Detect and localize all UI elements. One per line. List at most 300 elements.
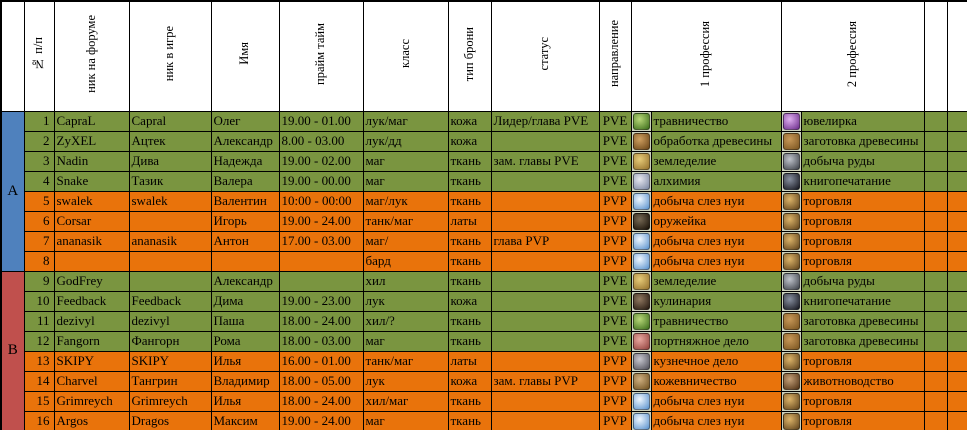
cell-name[interactable]: Рома: [211, 331, 279, 351]
table-row: [1, 391, 967, 411]
header-game-nick-label: ник в игре: [162, 26, 177, 82]
cell-prime-time[interactable]: 18.00 - 03.00: [279, 331, 363, 351]
header-status-label: статус: [537, 37, 552, 71]
profession-1-icon-cell[interactable]: [631, 351, 651, 371]
cell-armor-type[interactable]: латы: [448, 211, 491, 231]
cell-direction[interactable]: PVE: [599, 291, 631, 311]
cell-forum-nick[interactable]: ZyXEL: [54, 131, 129, 151]
cell-profession-1[interactable]: земледелие: [651, 271, 781, 291]
cell-forum-nick[interactable]: GodFrey: [54, 271, 129, 291]
header-profession-2-label: 2 профессия: [844, 20, 859, 87]
cell-empty-1[interactable]: [924, 311, 947, 331]
cell-direction[interactable]: PVE: [599, 151, 631, 171]
header-profession-2[interactable]: [781, 1, 924, 111]
nui-tears-icon: [633, 393, 650, 410]
cell-direction[interactable]: PVE: [599, 311, 631, 331]
cell-class[interactable]: лук/дд: [363, 131, 448, 151]
table-body: [1, 111, 967, 430]
group-b-cell[interactable]: B: [1, 271, 24, 430]
cell-name[interactable]: Александр: [211, 131, 279, 151]
header-profession-1-label: 1 профессия: [698, 20, 713, 87]
cell-empty-2[interactable]: [947, 331, 967, 351]
cell-direction[interactable]: PVE: [599, 171, 631, 191]
cell-forum-nick[interactable]: Fangorn: [54, 331, 129, 351]
cell-class[interactable]: лук/маг: [363, 111, 448, 131]
printing-icon: [783, 173, 800, 190]
cell-empty-1[interactable]: [924, 331, 947, 351]
cell-armor-type[interactable]: кожа: [448, 291, 491, 311]
cell-name[interactable]: Дима: [211, 291, 279, 311]
alchemy-icon: [633, 173, 650, 190]
cell-prime-time[interactable]: 18.00 - 05.00: [279, 371, 363, 391]
cell-class[interactable]: маг: [363, 171, 448, 191]
cell-name[interactable]: Надежда: [211, 151, 279, 171]
cell-name[interactable]: Илья: [211, 391, 279, 411]
cell-name[interactable]: Максим: [211, 411, 279, 430]
cell-status[interactable]: [491, 411, 599, 430]
cell-class[interactable]: хил: [363, 271, 448, 291]
cell-name[interactable]: Паша: [211, 311, 279, 331]
cell-profession-1[interactable]: земледелие: [651, 151, 781, 171]
cell-direction[interactable]: PVE: [599, 331, 631, 351]
cell-direction[interactable]: PVP: [599, 351, 631, 371]
profession-1-icon-cell[interactable]: [631, 311, 651, 331]
table-row: [1, 291, 967, 311]
table-row: [1, 351, 967, 371]
cell-game-nick[interactable]: Ацтек: [129, 131, 211, 151]
cell-prime-time[interactable]: 19.00 - 00.00: [279, 171, 363, 191]
cell-empty-1[interactable]: [924, 191, 947, 211]
cell-armor-type[interactable]: ткань: [448, 331, 491, 351]
cell-empty-1[interactable]: [924, 371, 947, 391]
cell-name[interactable]: Валера: [211, 171, 279, 191]
cell-empty-2[interactable]: [947, 211, 967, 231]
cell-armor-type[interactable]: кожа: [448, 111, 491, 131]
profession-2-icon-cell[interactable]: [781, 131, 801, 151]
cell-name[interactable]: Валентин: [211, 191, 279, 211]
table-row: [1, 211, 967, 231]
header-direction[interactable]: [599, 1, 631, 111]
cell-empty-2[interactable]: [947, 391, 967, 411]
cell-direction[interactable]: PVE: [599, 111, 631, 131]
cell-number[interactable]: 8: [24, 251, 54, 271]
cell-profession-1[interactable]: добыча слез нуи: [651, 231, 781, 251]
cell-status[interactable]: [491, 211, 599, 231]
header-name[interactable]: [211, 1, 279, 111]
cell-class[interactable]: лук: [363, 371, 448, 391]
cell-empty-2[interactable]: [947, 411, 967, 430]
cell-game-nick[interactable]: [129, 211, 211, 231]
cell-empty-1[interactable]: [924, 411, 947, 430]
cell-class[interactable]: хил/?: [363, 311, 448, 331]
cell-number[interactable]: 14: [24, 371, 54, 391]
cell-profession-2[interactable]: торговля: [801, 191, 924, 211]
cell-status[interactable]: [491, 271, 599, 291]
profession-1-icon-cell[interactable]: [631, 151, 651, 171]
cell-empty-2[interactable]: [947, 111, 967, 131]
cell-number[interactable]: 3: [24, 151, 54, 171]
profession-1-icon-cell[interactable]: [631, 331, 651, 351]
profession-1-icon-cell[interactable]: [631, 171, 651, 191]
cell-class[interactable]: танк/маг: [363, 351, 448, 371]
cell-forum-nick[interactable]: [54, 251, 129, 271]
profession-2-icon-cell[interactable]: [781, 251, 801, 271]
cell-name[interactable]: Илья: [211, 351, 279, 371]
profession-2-icon-cell[interactable]: [781, 271, 801, 291]
printing-icon: [783, 293, 800, 310]
cell-name[interactable]: [211, 251, 279, 271]
cell-direction[interactable]: PVP: [599, 411, 631, 430]
cell-status[interactable]: [491, 291, 599, 311]
table-row: [1, 231, 967, 251]
cooking-icon: [633, 293, 650, 310]
cell-forum-nick[interactable]: Nadin: [54, 151, 129, 171]
cell-profession-1[interactable]: добыча слез нуи: [651, 251, 781, 271]
profession-1-icon-cell[interactable]: [631, 411, 651, 430]
cell-status[interactable]: [491, 171, 599, 191]
cell-forum-nick[interactable]: swalek: [54, 191, 129, 211]
cell-forum-nick[interactable]: Grimreych: [54, 391, 129, 411]
cell-armor-type[interactable]: латы: [448, 351, 491, 371]
cell-profession-1[interactable]: добыча слез нуи: [651, 411, 781, 430]
cell-prime-time[interactable]: 16.00 - 01.00: [279, 351, 363, 371]
cell-armor-type[interactable]: кожа: [448, 131, 491, 151]
cell-game-nick[interactable]: Grimreych: [129, 391, 211, 411]
profession-1-icon-cell[interactable]: [631, 251, 651, 271]
tailoring-icon: [633, 333, 650, 350]
profession-1-icon-cell[interactable]: [631, 271, 651, 291]
cell-empty-1[interactable]: [924, 271, 947, 291]
cell-forum-nick[interactable]: Charvel: [54, 371, 129, 391]
cell-class[interactable]: бард: [363, 251, 448, 271]
header-name-label: Имя: [237, 42, 252, 66]
jewelry-icon: [783, 113, 800, 130]
cell-profession-1[interactable]: травничество: [651, 311, 781, 331]
cell-game-nick[interactable]: ananasik: [129, 231, 211, 251]
cell-profession-2[interactable]: заготовка древесины: [801, 311, 924, 331]
cell-empty-2[interactable]: [947, 351, 967, 371]
cell-profession-2[interactable]: животноводство: [801, 371, 924, 391]
cell-armor-type[interactable]: ткань: [448, 391, 491, 411]
herbalism-icon: [633, 313, 650, 330]
cell-profession-1[interactable]: портняжное дело: [651, 331, 781, 351]
cell-armor-type[interactable]: кожа: [448, 371, 491, 391]
cell-empty-2[interactable]: [947, 131, 967, 151]
cell-number[interactable]: 10: [24, 291, 54, 311]
cell-name[interactable]: Александр: [211, 271, 279, 291]
cell-prime-time[interactable]: 19.00 - 02.00: [279, 151, 363, 171]
cell-forum-nick[interactable]: dezivyl: [54, 311, 129, 331]
header-armor-type-label: тип брони: [461, 26, 476, 81]
cell-empty-2[interactable]: [947, 371, 967, 391]
profession-2-icon-cell[interactable]: [781, 231, 801, 251]
cell-empty-1[interactable]: [924, 251, 947, 271]
cell-prime-time[interactable]: [279, 271, 363, 291]
cell-number[interactable]: 11: [24, 311, 54, 331]
profession-1-icon-cell[interactable]: [631, 211, 651, 231]
cell-armor-type[interactable]: ткань: [448, 251, 491, 271]
table-row: [1, 331, 967, 351]
cell-game-nick[interactable]: Тазик: [129, 171, 211, 191]
profession-2-icon-cell[interactable]: [781, 331, 801, 351]
cell-direction[interactable]: PVP: [599, 251, 631, 271]
cell-prime-time[interactable]: 10:00 - 00:00: [279, 191, 363, 211]
nui-tears-icon: [633, 193, 650, 210]
cell-game-nick[interactable]: Дива: [129, 151, 211, 171]
cell-game-nick[interactable]: dezivyl: [129, 311, 211, 331]
cell-game-nick[interactable]: swalek: [129, 191, 211, 211]
cell-game-nick[interactable]: SKIPY: [129, 351, 211, 371]
cell-direction[interactable]: PVP: [599, 391, 631, 411]
header-status[interactable]: [491, 1, 599, 111]
cell-profession-2[interactable]: книгопечатание: [801, 171, 924, 191]
table-row: [1, 171, 967, 191]
cell-prime-time[interactable]: [279, 251, 363, 271]
cell-game-nick[interactable]: Feedback: [129, 291, 211, 311]
cell-armor-type[interactable]: ткань: [448, 151, 491, 171]
cell-direction[interactable]: PVP: [599, 231, 631, 251]
cell-class[interactable]: танк/маг: [363, 211, 448, 231]
profession-1-icon-cell[interactable]: [631, 371, 651, 391]
cell-profession-1[interactable]: алхимия: [651, 171, 781, 191]
cell-empty-1[interactable]: [924, 391, 947, 411]
header-armor-type[interactable]: [448, 1, 491, 111]
cell-profession-2[interactable]: торговля: [801, 251, 924, 271]
cell-profession-2[interactable]: книгопечатание: [801, 291, 924, 311]
cell-empty-1[interactable]: [924, 131, 947, 151]
cell-status[interactable]: [491, 331, 599, 351]
cell-status[interactable]: [491, 351, 599, 371]
cell-game-nick[interactable]: Capral: [129, 111, 211, 131]
profession-2-icon-cell[interactable]: [781, 171, 801, 191]
cell-forum-nick[interactable]: Snake: [54, 171, 129, 191]
table-row: [1, 371, 967, 391]
nui-tears-icon: [633, 413, 650, 430]
cell-prime-time[interactable]: 18.00 - 24.00: [279, 391, 363, 411]
cell-number[interactable]: 4: [24, 171, 54, 191]
cell-profession-1[interactable]: травничество: [651, 111, 781, 131]
profession-2-icon-cell[interactable]: [781, 211, 801, 231]
cell-empty-1[interactable]: [924, 211, 947, 231]
cell-direction[interactable]: PVE: [599, 271, 631, 291]
logging-icon: [783, 333, 800, 350]
cell-number[interactable]: 7: [24, 231, 54, 251]
cell-empty-2[interactable]: [947, 231, 967, 251]
profession-2-icon-cell[interactable]: [781, 351, 801, 371]
cell-status[interactable]: [491, 131, 599, 151]
cell-name[interactable]: Антон: [211, 231, 279, 251]
profession-2-icon-cell[interactable]: [781, 311, 801, 331]
profession-1-icon-cell[interactable]: [631, 231, 651, 251]
profession-1-icon-cell[interactable]: [631, 131, 651, 151]
farming-icon: [633, 153, 650, 170]
cell-empty-2[interactable]: [947, 171, 967, 191]
cell-armor-type[interactable]: ткань: [448, 191, 491, 211]
header-class[interactable]: [363, 1, 448, 111]
profession-2-icon-cell[interactable]: [781, 151, 801, 171]
header-prime-time[interactable]: [279, 1, 363, 111]
nui-tears-icon: [633, 253, 650, 270]
cell-profession-1[interactable]: оружейка: [651, 211, 781, 231]
cell-direction[interactable]: PVP: [599, 191, 631, 211]
corner-cell[interactable]: [1, 1, 24, 111]
cell-number[interactable]: 9: [24, 271, 54, 291]
cell-class[interactable]: маг/лук: [363, 191, 448, 211]
cell-prime-time[interactable]: 8.00 - 03.00: [279, 131, 363, 151]
cell-profession-1[interactable]: обработка древесины: [651, 131, 781, 151]
cell-forum-nick[interactable]: CapraL: [54, 111, 129, 131]
cell-prime-time[interactable]: 19.00 - 23.00: [279, 291, 363, 311]
cell-game-nick[interactable]: [129, 271, 211, 291]
cell-profession-1[interactable]: добыча слез нуи: [651, 191, 781, 211]
cell-empty-1[interactable]: [924, 351, 947, 371]
cell-status[interactable]: [491, 191, 599, 211]
cell-empty-1[interactable]: [924, 111, 947, 131]
cell-number[interactable]: 2: [24, 131, 54, 151]
cell-number[interactable]: 1: [24, 111, 54, 131]
cell-direction[interactable]: PVP: [599, 371, 631, 391]
profession-1-icon-cell[interactable]: [631, 111, 651, 131]
table-row: [1, 151, 967, 171]
cell-empty-2[interactable]: [947, 151, 967, 171]
cell-name[interactable]: Владимир: [211, 371, 279, 391]
header-empty-1[interactable]: [924, 1, 947, 111]
cell-empty-2[interactable]: [947, 191, 967, 211]
header-number[interactable]: [24, 1, 54, 111]
group-a-cell[interactable]: A: [1, 111, 24, 271]
cell-prime-time[interactable]: 19.00 - 24.00: [279, 411, 363, 430]
cell-number[interactable]: 5: [24, 191, 54, 211]
cell-number[interactable]: 15: [24, 391, 54, 411]
cell-class[interactable]: лук: [363, 291, 448, 311]
cell-forum-nick[interactable]: Feedback: [54, 291, 129, 311]
cell-profession-1[interactable]: кожевничество: [651, 371, 781, 391]
cell-profession-2[interactable]: заготовка древесины: [801, 131, 924, 151]
cell-game-nick[interactable]: Тангрин: [129, 371, 211, 391]
table-row: [1, 111, 967, 131]
cell-name[interactable]: Игорь: [211, 211, 279, 231]
cell-forum-nick[interactable]: SKIPY: [54, 351, 129, 371]
cell-forum-nick[interactable]: Corsar: [54, 211, 129, 231]
header-profession-1[interactable]: [631, 1, 781, 111]
header-forum-nick[interactable]: [54, 1, 129, 111]
profession-2-icon-cell[interactable]: [781, 191, 801, 211]
cell-empty-1[interactable]: [924, 171, 947, 191]
cell-profession-2[interactable]: заготовка древесины: [801, 331, 924, 351]
cell-prime-time[interactable]: 19.00 - 01.00: [279, 111, 363, 131]
cell-empty-2[interactable]: [947, 311, 967, 331]
profession-2-icon-cell[interactable]: [781, 371, 801, 391]
header-direction-label: направление: [607, 20, 622, 88]
cell-status[interactable]: зам. главы PVE: [491, 151, 599, 171]
cell-prime-time[interactable]: 17.00 - 03.00: [279, 231, 363, 251]
cell-direction[interactable]: PVP: [599, 211, 631, 231]
table-row: [1, 251, 967, 271]
cell-direction[interactable]: PVE: [599, 131, 631, 151]
cell-empty-2[interactable]: [947, 291, 967, 311]
trade-icon: [783, 193, 800, 210]
trade-icon: [783, 393, 800, 410]
table-row: [1, 411, 967, 430]
cell-number[interactable]: 16: [24, 411, 54, 430]
trade-icon: [783, 353, 800, 370]
profession-2-icon-cell[interactable]: [781, 411, 801, 430]
cell-armor-type[interactable]: ткань: [448, 311, 491, 331]
cell-empty-1[interactable]: [924, 291, 947, 311]
cell-number[interactable]: 12: [24, 331, 54, 351]
cell-empty-2[interactable]: [947, 271, 967, 291]
cell-armor-type[interactable]: ткань: [448, 411, 491, 430]
profession-1-icon-cell[interactable]: [631, 191, 651, 211]
profession-2-icon-cell[interactable]: [781, 111, 801, 131]
trade-icon: [783, 233, 800, 250]
header-game-nick[interactable]: [129, 1, 211, 111]
cell-profession-2[interactable]: торговля: [801, 351, 924, 371]
cell-game-nick[interactable]: [129, 251, 211, 271]
cell-status[interactable]: [491, 391, 599, 411]
cell-class[interactable]: маг: [363, 331, 448, 351]
herbalism-icon: [633, 113, 650, 130]
header-empty-2[interactable]: [947, 1, 967, 111]
header-row: [1, 1, 967, 111]
farming-icon: [633, 273, 650, 290]
cell-class[interactable]: маг/: [363, 231, 448, 251]
cell-number[interactable]: 6: [24, 211, 54, 231]
cell-prime-time[interactable]: 18.00 - 24.00: [279, 311, 363, 331]
profession-2-icon-cell[interactable]: [781, 391, 801, 411]
cell-class[interactable]: маг: [363, 411, 448, 430]
cell-class[interactable]: хил/маг: [363, 391, 448, 411]
cell-armor-type[interactable]: ткань: [448, 171, 491, 191]
cell-status[interactable]: глава PVP: [491, 231, 599, 251]
cell-profession-2[interactable]: торговля: [801, 211, 924, 231]
cell-empty-1[interactable]: [924, 151, 947, 171]
cell-status[interactable]: [491, 251, 599, 271]
cell-empty-2[interactable]: [947, 251, 967, 271]
cell-game-nick[interactable]: Dragos: [129, 411, 211, 430]
trade-icon: [783, 213, 800, 230]
cell-prime-time[interactable]: 19.00 - 24.00: [279, 211, 363, 231]
husbandry-icon: [783, 373, 800, 390]
mining-icon: [783, 273, 800, 290]
cell-profession-2[interactable]: торговля: [801, 411, 924, 430]
cell-name[interactable]: Олег: [211, 111, 279, 131]
cell-status[interactable]: зам. главы PVP: [491, 371, 599, 391]
cell-empty-1[interactable]: [924, 231, 947, 251]
cell-forum-nick[interactable]: Argos: [54, 411, 129, 430]
cell-profession-2[interactable]: торговля: [801, 231, 924, 251]
profession-2-icon-cell[interactable]: [781, 291, 801, 311]
profession-1-icon-cell[interactable]: [631, 391, 651, 411]
profession-1-icon-cell[interactable]: [631, 291, 651, 311]
cell-number[interactable]: 13: [24, 351, 54, 371]
cell-profession-2[interactable]: торговля: [801, 391, 924, 411]
cell-profession-1[interactable]: добыча слез нуи: [651, 391, 781, 411]
cell-armor-type[interactable]: ткань: [448, 231, 491, 251]
cell-profession-1[interactable]: кузнечное дело: [651, 351, 781, 371]
cell-profession-2[interactable]: ювелирка: [801, 111, 924, 131]
cell-profession-1[interactable]: кулинария: [651, 291, 781, 311]
cell-profession-2[interactable]: добыча руды: [801, 151, 924, 171]
cell-profession-2[interactable]: добыча руды: [801, 271, 924, 291]
table-row: [1, 271, 967, 291]
cell-status[interactable]: Лидер/глава PVE: [491, 111, 599, 131]
cell-class[interactable]: маг: [363, 151, 448, 171]
cell-forum-nick[interactable]: ananasik: [54, 231, 129, 251]
cell-status[interactable]: [491, 311, 599, 331]
cell-game-nick[interactable]: Фангорн: [129, 331, 211, 351]
cell-armor-type[interactable]: ткань: [448, 271, 491, 291]
